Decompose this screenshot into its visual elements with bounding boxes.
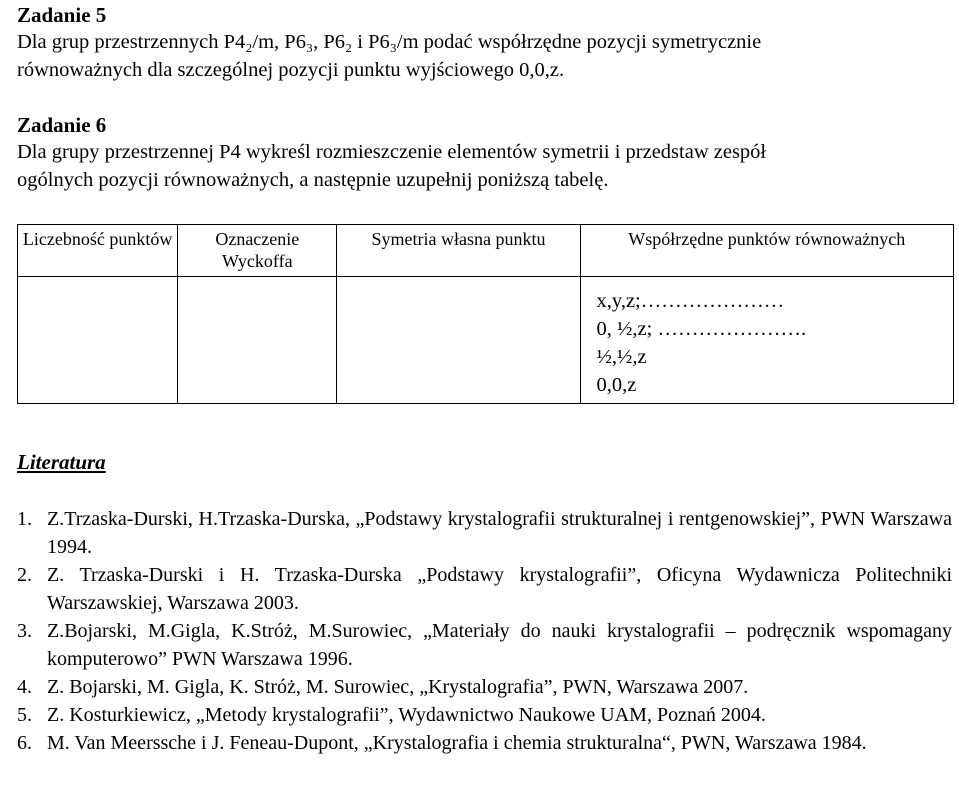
list-item-text: Z. Bojarski, M. Gigla, K. Stróż, M. Surowiec, „Krystalografia”, PWN, Warszawa 2007. xyxy=(47,676,749,698)
header-wyckoff-letter: Oznaczenie Wyckoffa xyxy=(178,225,337,277)
coordinate-line: 0,0,z xyxy=(596,374,637,396)
coordinate-line: x,y,z;………………… xyxy=(596,290,785,312)
table-header-row xyxy=(18,225,954,277)
coordinates-cell xyxy=(580,277,953,404)
wyckoff-letter-cell[interactable] xyxy=(178,277,337,404)
task-6-text-line-2: ogólnych pozycji równoważnych, a następnie uzupełnij poniższą tabelę. xyxy=(17,169,609,191)
coordinate-line: ½,½,z xyxy=(596,346,647,368)
header-multiplicity: Liczebność punktów xyxy=(18,225,178,277)
list-item-number: 4. xyxy=(17,676,32,698)
task-5-text-line-2: równoważnych dla szczególnej pozycji punktu wyjściowego 0,0,z. xyxy=(17,59,565,81)
table-body-row xyxy=(18,277,954,404)
task-5-title: Zadanie 5 xyxy=(17,3,107,27)
list-item xyxy=(17,617,952,673)
list-item-number: 1. xyxy=(17,508,32,530)
task-6-text-line-1: Dla grupy przestrzennej P4 wykreśl rozmieszczenie elementów symetrii i przedstaw zespół xyxy=(17,141,767,163)
list-item xyxy=(17,561,952,617)
task-5-text-line-1: Dla grup przestrzennych P4₂/m, P6₃, P6₂ i P6₃/m podać współrzędne pozycji symetrycznie xyxy=(17,31,762,53)
list-item xyxy=(17,729,952,757)
literature-list xyxy=(17,505,952,757)
task-5-section xyxy=(17,2,952,84)
list-item-number: 3. xyxy=(17,620,32,642)
task-6-section xyxy=(17,112,952,194)
list-item-number: 2. xyxy=(17,564,32,586)
list-item-text: Z. Kosturkiewicz, „Metody krystalografii”, Wydawnictwo Naukowe UAM, Poznań 2004. xyxy=(47,704,766,726)
multiplicity-cell[interactable] xyxy=(18,277,178,404)
header-site-symmetry: Symetria własna punktu xyxy=(337,225,580,277)
wyckoff-positions-table xyxy=(17,224,954,404)
header-equivalent-coordinates: Współrzędne punktów równoważnych xyxy=(580,225,953,277)
list-item xyxy=(17,701,952,729)
list-item-text: M. Van Meerssche i J. Feneau-Dupont, „Krystalografia i chemia strukturalna“, PWN, Warszawa 1984. xyxy=(47,732,867,754)
task-6-title: Zadanie 6 xyxy=(17,113,107,137)
list-item xyxy=(17,505,952,561)
list-item-text: Z. Trzaska-Durski i H. Trzaska-Durska „Podstawy krystalografii”, Oficyna Wydawnicza Politechniki Warszawskiej, Warszawa 2003. xyxy=(47,564,952,614)
list-item xyxy=(17,673,952,701)
list-item-text: Z.Bojarski, M.Gigla, K.Stróż, M.Surowiec, „Materiały do nauki krystalografii – podręcznik wspomagany komputerowo” PWN Warszawa 1996. xyxy=(47,620,952,670)
literature-heading: Literatura xyxy=(17,450,106,474)
site-symmetry-cell[interactable] xyxy=(337,277,580,404)
list-item-number: 6. xyxy=(17,732,32,754)
list-item-text: Z.Trzaska-Durski, H.Trzaska-Durska, „Podstawy krystalografii strukturalnej i rentgenowskiej”, PWN Warszawa 1994. xyxy=(47,508,952,558)
list-item-number: 5. xyxy=(17,704,32,726)
coordinate-line: 0, ½,z; …………………. xyxy=(596,318,807,340)
